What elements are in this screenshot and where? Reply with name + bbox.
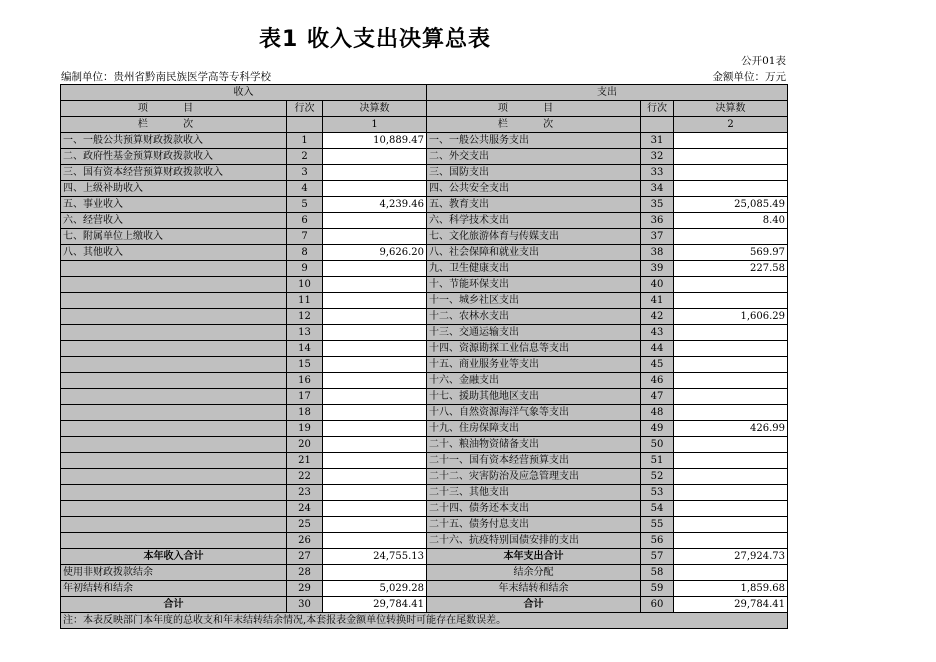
income-line: 18 — [287, 405, 323, 421]
expense-item: 十三、交通运输支出 — [427, 325, 641, 341]
table-row — [61, 453, 788, 469]
income-item: 八、其他收入 — [61, 245, 287, 261]
expense-amount: 8.40 — [674, 213, 788, 229]
table-row — [61, 341, 788, 357]
org-name: 编制单位：贵州省黔南民族医学高等专科学校 — [61, 71, 271, 83]
expense-amount — [674, 373, 788, 389]
amount-unit: 金额单位：万元 — [712, 71, 786, 83]
expense-line: 55 — [641, 517, 674, 533]
income-summary-item: 使用非财政拨款结余 — [61, 565, 287, 581]
table-row — [61, 261, 788, 277]
expense-amount — [674, 469, 788, 485]
expense-line: 56 — [641, 533, 674, 549]
expense-item: 十二、农林水支出 — [427, 309, 641, 325]
table-row — [61, 277, 788, 293]
income-summary-item: 年初结转和结余 — [61, 581, 287, 597]
income-line: 11 — [287, 293, 323, 309]
income-line: 16 — [287, 373, 323, 389]
expense-item: 二十六、抗疫特别国债安排的支出 — [427, 533, 641, 549]
income-line: 20 — [287, 437, 323, 453]
income-summary-amount: 29,784.41 — [323, 597, 427, 613]
expense-summary-item: 结余分配 — [427, 565, 641, 581]
expense-line: 38 — [641, 245, 674, 261]
income-item — [61, 405, 287, 421]
income-line: 6 — [287, 213, 323, 229]
expense-amount — [674, 181, 788, 197]
expense-item: 一、一般公共服务支出 — [427, 133, 641, 149]
expense-summary-amount: 1,859.68 — [674, 581, 788, 597]
expense-line: 32 — [641, 149, 674, 165]
income-amount — [323, 421, 427, 437]
expense-line-blank — [641, 117, 674, 133]
expense-line: 37 — [641, 229, 674, 245]
expense-line: 50 — [641, 437, 674, 453]
expense-line: 46 — [641, 373, 674, 389]
expense-amount: 25,085.49 — [674, 197, 788, 213]
income-line: 13 — [287, 325, 323, 341]
income-amount — [323, 325, 427, 341]
expense-item: 二十三、其他支出 — [427, 485, 641, 501]
expense-amount — [674, 485, 788, 501]
expense-line: 45 — [641, 357, 674, 373]
expense-amount: 227.58 — [674, 261, 788, 277]
income-item — [61, 357, 287, 373]
expense-line: 53 — [641, 485, 674, 501]
income-amount — [323, 293, 427, 309]
expense-line: 39 — [641, 261, 674, 277]
expense-amount — [674, 165, 788, 181]
income-item — [61, 453, 287, 469]
income-line: 21 — [287, 453, 323, 469]
income-line-header: 行次 — [287, 101, 323, 117]
expense-item: 二十、粮油物资储备支出 — [427, 437, 641, 453]
income-amount — [323, 261, 427, 277]
expense-amount: 426.99 — [674, 421, 788, 437]
income-summary-line: 27 — [287, 549, 323, 565]
table-row — [61, 197, 788, 213]
expense-item: 十五、商业服务业等支出 — [427, 357, 641, 373]
expense-item: 八、社会保障和就业支出 — [427, 245, 641, 261]
expense-item: 二十一、国有资本经营预算支出 — [427, 453, 641, 469]
table-row — [61, 421, 788, 437]
table-row — [61, 357, 788, 373]
income-summary-line: 30 — [287, 597, 323, 613]
expense-summary-line: 60 — [641, 597, 674, 613]
income-amount — [323, 453, 427, 469]
expense-item: 十七、援助其他地区支出 — [427, 389, 641, 405]
expense-amount — [674, 133, 788, 149]
income-item — [61, 421, 287, 437]
expense-line: 42 — [641, 309, 674, 325]
expense-summary-amount: 27,924.73 — [674, 549, 788, 565]
income-item — [61, 277, 287, 293]
income-item — [61, 437, 287, 453]
expense-header: 支出 — [427, 85, 788, 101]
income-item — [61, 517, 287, 533]
income-amount — [323, 149, 427, 165]
income-line: 22 — [287, 469, 323, 485]
income-item — [61, 373, 287, 389]
income-summary-amount: 24,755.13 — [323, 549, 427, 565]
expense-item: 十六、金融支出 — [427, 373, 641, 389]
income-item: 五、事业收入 — [61, 197, 287, 213]
income-amount — [323, 213, 427, 229]
income-amount — [323, 229, 427, 245]
income-summary-line: 29 — [287, 581, 323, 597]
expense-summary-item: 合计 — [427, 597, 641, 613]
table-row — [61, 325, 788, 341]
expense-item: 七、文化旅游体育与传媒支出 — [427, 229, 641, 245]
income-item — [61, 485, 287, 501]
expense-item: 十、节能环保支出 — [427, 277, 641, 293]
table-note: 注：本表反映部门本年度的总收支和年末结转结余情况,本套报表金额单位转换时可能存在尾数误差。 — [61, 613, 788, 629]
table-row — [61, 245, 788, 261]
income-item — [61, 325, 287, 341]
income-line: 9 — [287, 261, 323, 277]
expense-summary-item: 本年支出合计 — [427, 549, 641, 565]
expense-line: 34 — [641, 181, 674, 197]
expense-amount — [674, 229, 788, 245]
income-item — [61, 501, 287, 517]
expense-line-header: 行次 — [641, 101, 674, 117]
income-item — [61, 469, 287, 485]
expense-summary-amount: 29,784.41 — [674, 597, 788, 613]
report-code: 公开01表 — [741, 55, 786, 67]
income-amount — [323, 373, 427, 389]
income-amount — [323, 501, 427, 517]
expense-line: 54 — [641, 501, 674, 517]
header-row-columns — [61, 101, 788, 117]
expense-line: 51 — [641, 453, 674, 469]
summary-row — [61, 581, 788, 597]
table-row — [61, 213, 788, 229]
income-item — [61, 293, 287, 309]
table-row — [61, 517, 788, 533]
income-item-header: 项 目 — [61, 101, 287, 117]
expense-summary-line: 57 — [641, 549, 674, 565]
expense-amount — [674, 501, 788, 517]
income-item: 七、附属单位上缴收入 — [61, 229, 287, 245]
income-header: 收入 — [61, 85, 427, 101]
income-line: 4 — [287, 181, 323, 197]
income-summary-line: 28 — [287, 565, 323, 581]
budget-table — [60, 84, 788, 629]
income-amount: 10,889.47 — [323, 133, 427, 149]
expense-line: 43 — [641, 325, 674, 341]
table-row — [61, 293, 788, 309]
income-line: 8 — [287, 245, 323, 261]
income-amount — [323, 181, 427, 197]
table-row — [61, 229, 788, 245]
income-item: 六、经营收入 — [61, 213, 287, 229]
income-line: 7 — [287, 229, 323, 245]
expense-amount — [674, 389, 788, 405]
income-amount — [323, 485, 427, 501]
expense-amount-header: 决算数 — [674, 101, 788, 117]
table-row — [61, 533, 788, 549]
income-amount — [323, 389, 427, 405]
expense-column-label: 栏 次 — [427, 117, 641, 133]
income-amount — [323, 357, 427, 373]
expense-line: 33 — [641, 165, 674, 181]
expense-amount — [674, 325, 788, 341]
income-amount — [323, 517, 427, 533]
expense-item: 十八、自然资源海洋气象等支出 — [427, 405, 641, 421]
income-line: 24 — [287, 501, 323, 517]
header-row-index — [61, 117, 788, 133]
income-summary-item: 合计 — [61, 597, 287, 613]
income-amount — [323, 405, 427, 421]
expense-line: 48 — [641, 405, 674, 421]
expense-item: 三、国防支出 — [427, 165, 641, 181]
expense-amount — [674, 149, 788, 165]
expense-amount — [674, 405, 788, 421]
income-line: 23 — [287, 485, 323, 501]
report-title: 表1 收入支出决算总表 — [259, 27, 491, 52]
income-amount — [323, 165, 427, 181]
expense-amount — [674, 453, 788, 469]
income-amount — [323, 309, 427, 325]
income-summary-amount — [323, 565, 427, 581]
income-line: 12 — [287, 309, 323, 325]
note-row — [61, 613, 788, 629]
income-amount: 9,626.20 — [323, 245, 427, 261]
income-amount — [323, 277, 427, 293]
expense-item: 二、外交支出 — [427, 149, 641, 165]
income-amount — [323, 533, 427, 549]
income-line: 26 — [287, 533, 323, 549]
income-line: 15 — [287, 357, 323, 373]
expense-line: 49 — [641, 421, 674, 437]
income-amount-header: 决算数 — [323, 101, 427, 117]
expense-line: 35 — [641, 197, 674, 213]
income-summary-amount: 5,029.28 — [323, 581, 427, 597]
income-item — [61, 533, 287, 549]
summary-row — [61, 549, 788, 565]
expense-line: 31 — [641, 133, 674, 149]
table-row — [61, 501, 788, 517]
expense-line: 40 — [641, 277, 674, 293]
income-item: 三、国有资本经营预算财政拨款收入 — [61, 165, 287, 181]
table-row — [61, 181, 788, 197]
expense-amount — [674, 533, 788, 549]
income-line: 10 — [287, 277, 323, 293]
income-amount — [323, 469, 427, 485]
expense-item: 十四、资源勘探工业信息等支出 — [427, 341, 641, 357]
table-row — [61, 485, 788, 501]
expense-amount — [674, 357, 788, 373]
expense-item: 六、科学技术支出 — [427, 213, 641, 229]
income-line: 19 — [287, 421, 323, 437]
header-row-section — [61, 85, 788, 101]
income-line-blank — [287, 117, 323, 133]
income-summary-item: 本年收入合计 — [61, 549, 287, 565]
expense-item: 四、公共安全支出 — [427, 181, 641, 197]
expense-amount: 1,606.29 — [674, 309, 788, 325]
income-line: 3 — [287, 165, 323, 181]
table-row — [61, 389, 788, 405]
income-item — [61, 261, 287, 277]
expense-line: 47 — [641, 389, 674, 405]
income-item: 四、上级补助收入 — [61, 181, 287, 197]
expense-summary-item: 年末结转和结余 — [427, 581, 641, 597]
income-item — [61, 309, 287, 325]
expense-line: 44 — [641, 341, 674, 357]
expense-summary-line: 58 — [641, 565, 674, 581]
expense-amount — [674, 341, 788, 357]
table-row — [61, 469, 788, 485]
expense-column-index: 2 — [674, 117, 788, 133]
expense-line: 41 — [641, 293, 674, 309]
income-line: 2 — [287, 149, 323, 165]
table-row — [61, 133, 788, 149]
table-row — [61, 373, 788, 389]
summary-row — [61, 565, 788, 581]
income-column-label: 栏 次 — [61, 117, 287, 133]
expense-line: 52 — [641, 469, 674, 485]
expense-item: 十一、城乡社区支出 — [427, 293, 641, 309]
income-column-index: 1 — [323, 117, 427, 133]
income-item — [61, 389, 287, 405]
expense-summary-line: 59 — [641, 581, 674, 597]
income-item: 一、一般公共预算财政拨款收入 — [61, 133, 287, 149]
income-amount — [323, 437, 427, 453]
income-line: 25 — [287, 517, 323, 533]
expense-summary-amount — [674, 565, 788, 581]
income-item: 二、政府性基金预算财政拨款收入 — [61, 149, 287, 165]
expense-item-header: 项 目 — [427, 101, 641, 117]
table-row — [61, 405, 788, 421]
expense-item: 九、卫生健康支出 — [427, 261, 641, 277]
expense-item: 十九、住房保障支出 — [427, 421, 641, 437]
expense-amount: 569.97 — [674, 245, 788, 261]
table-row — [61, 165, 788, 181]
expense-item: 二十四、债务还本支出 — [427, 501, 641, 517]
expense-amount — [674, 437, 788, 453]
income-line: 1 — [287, 133, 323, 149]
expense-amount — [674, 277, 788, 293]
expense-item: 二十五、债务付息支出 — [427, 517, 641, 533]
income-line: 5 — [287, 197, 323, 213]
income-amount: 4,239.46 — [323, 197, 427, 213]
expense-line: 36 — [641, 213, 674, 229]
expense-amount — [674, 517, 788, 533]
income-amount — [323, 341, 427, 357]
expense-amount — [674, 293, 788, 309]
table-row — [61, 309, 788, 325]
income-item — [61, 341, 287, 357]
expense-item: 二十二、灾害防治及应急管理支出 — [427, 469, 641, 485]
table-row — [61, 149, 788, 165]
expense-item: 五、教育支出 — [427, 197, 641, 213]
income-line: 17 — [287, 389, 323, 405]
table-row — [61, 437, 788, 453]
income-line: 14 — [287, 341, 323, 357]
summary-row — [61, 597, 788, 613]
